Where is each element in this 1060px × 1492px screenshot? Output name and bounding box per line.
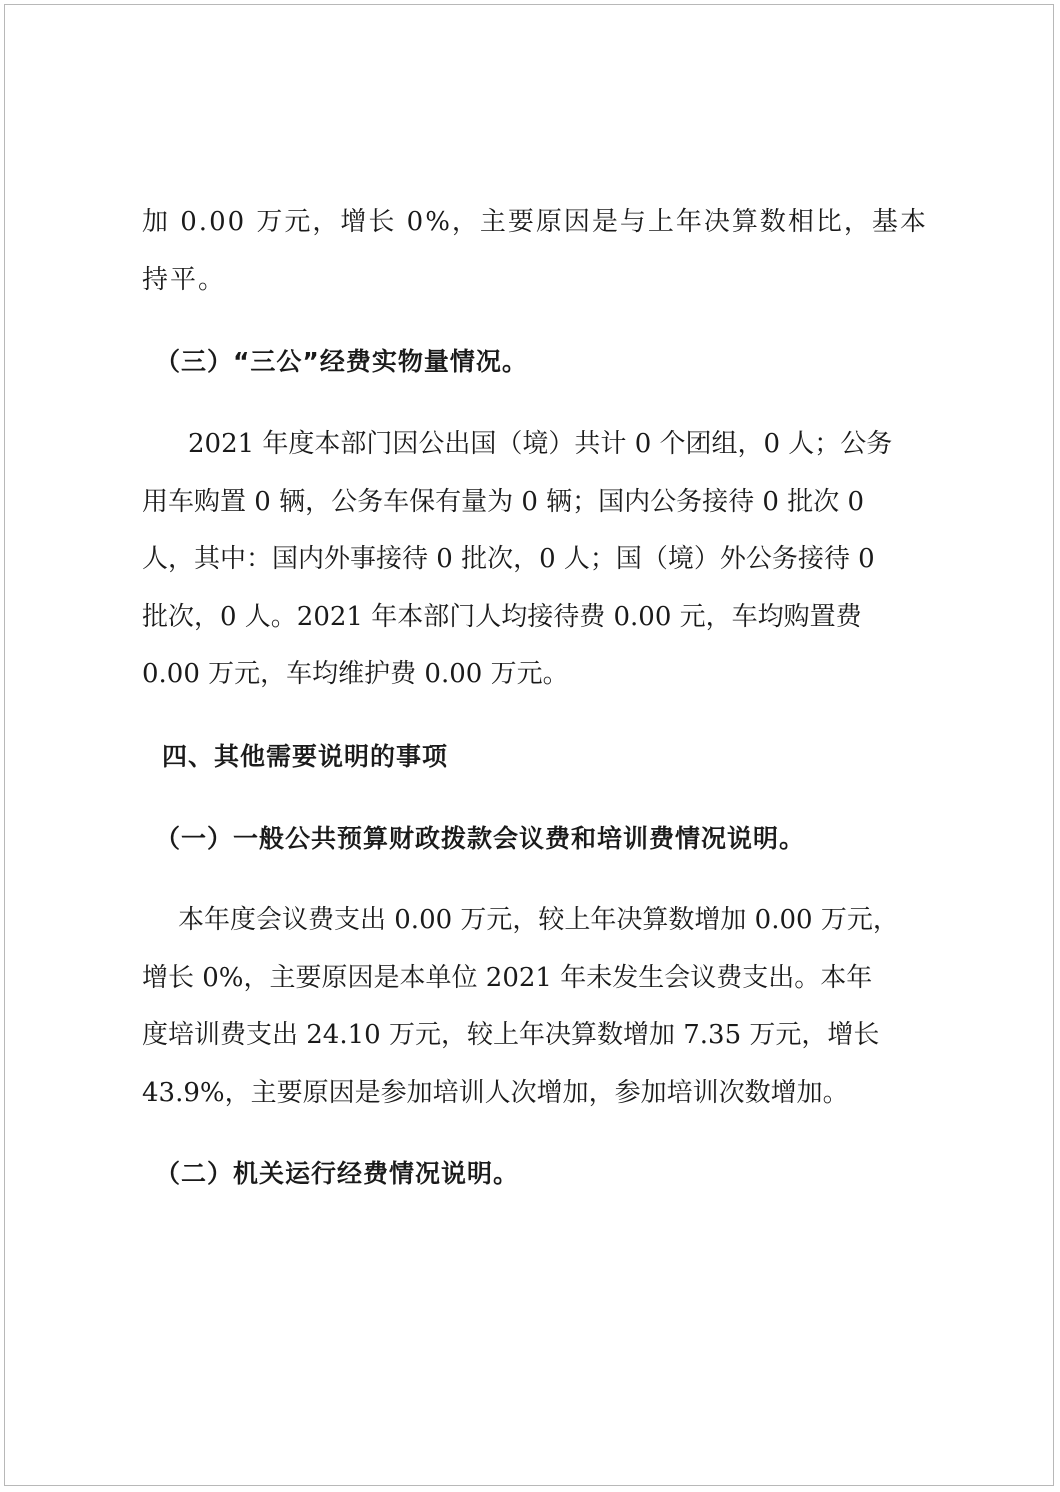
paragraph-line: 加 0.00 万元，增长 0%，主要原因是与上年决算数相比，基本 [142, 207, 928, 237]
paragraph-line: 0.00 万元，车均维护费 0.00 万元。 [142, 659, 569, 689]
paragraph-line: 2021 年度本部门因公出国（境）共计 0 个团组，0 人；公务 [188, 429, 893, 459]
section-heading-other-matters: 四、其他需要说明的事项 [162, 742, 449, 771]
document-page [4, 4, 1054, 1486]
paragraph-line: 用车购置 0 辆，公务车保有量为 0 辆；国内公务接待 0 批次 0 [142, 487, 865, 517]
paragraph-line: 度培训费支出 24.10 万元，较上年决算数增加 7.35 万元，增长 [142, 1020, 880, 1050]
subsection-heading-operating-funds: （二）机关运行经费情况说明。 [155, 1159, 520, 1188]
paragraph-line: 本年度会议费支出 0.00 万元，较上年决算数增加 0.00 万元， [178, 905, 899, 935]
paragraph-line: 人，其中：国内外事接待 0 批次，0 人；国（境）外公务接待 0 [142, 544, 875, 574]
paragraph-line: 批次，0 人。2021 年本部门人均接待费 0.00 元，车均购置费 [142, 602, 862, 632]
paragraph-line: 持平。 [142, 265, 227, 295]
subsection-heading-meeting-training: （一）一般公共预算财政拨款会议费和培训费情况说明。 [155, 824, 806, 853]
paragraph-line: 43.9%，主要原因是参加培训人次增加，参加培训次数增加。 [142, 1078, 849, 1108]
section-heading-three-public: （三）“三公”经费实物量情况。 [155, 347, 528, 376]
paragraph-line: 增长 0%，主要原因是本单位 2021 年未发生会议费支出。本年 [142, 963, 873, 993]
